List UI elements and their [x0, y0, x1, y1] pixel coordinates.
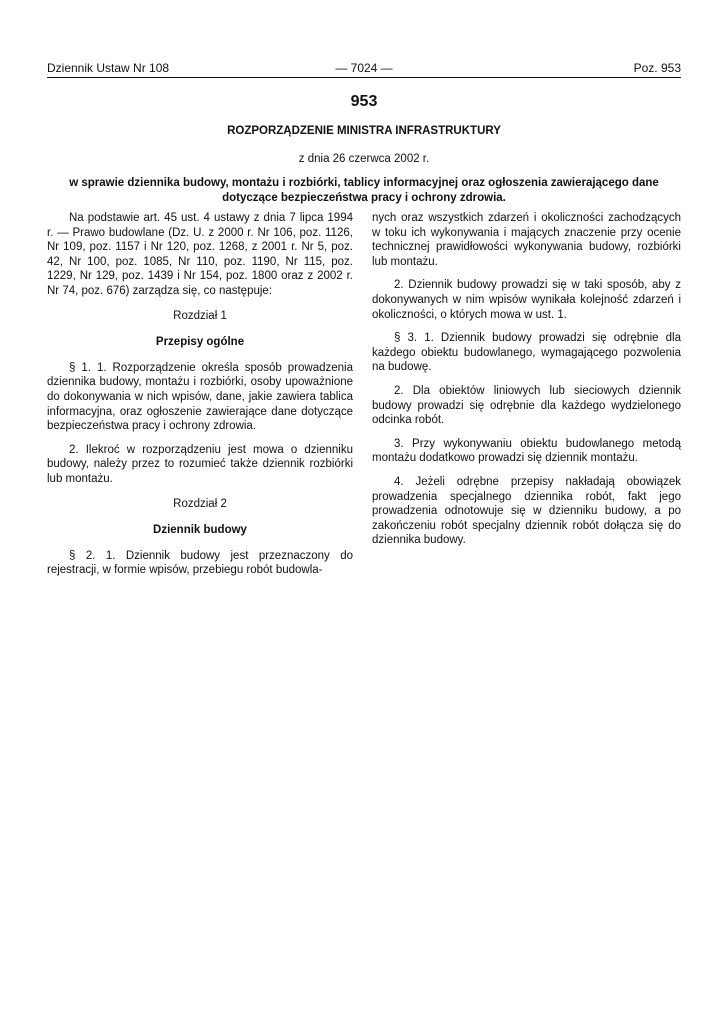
header-divider — [47, 77, 681, 78]
running-header — [47, 60, 681, 78]
page-number: — 7024 — — [335, 61, 393, 75]
paragraph-1-1: § 1. 1. Rozporządzenie określa sposób prowadzenia dziennika budowy, montażu i rozbiórki, osoby upoważnione do dokonywania w nich wpisów, dane, jakie zawiera tablica informacyjna, oraz ogłoszenie zawierające dane dotyczące bezpieczeństwa pracy i ochrony zdrowia. — [47, 361, 353, 433]
paragraph-1-2: 2. Ilekroć w rozporządzeniu jest mowa o dzienniku budowy, należy przez to rozumieć także dziennik rozbiórki lub montażu. — [47, 443, 353, 485]
chapter-2-label: Rozdział 2 — [173, 497, 227, 510]
document-subject: w sprawie dziennika budowy, montażu i rozbiórki, tablicy informacyjnej oraz ogłoszenia zawierającego dane dotyczące bezpieczeństwa pracy i ochrony zdrowia. — [69, 177, 659, 204]
paragraph-2-1-start: § 2. 1. Dziennik budowy jest przeznaczony do rejestracji, w formie wpisów, przebiegu robót budowla- — [47, 549, 353, 577]
preamble: Na podstawie art. 45 ust. 4 ustawy z dnia 7 lipca 1994 r. — Prawo budowlane (Dz. U. z 2000 r. Nr 106, poz. 1126, Nr 109, poz. 1157 i Nr 120, poz. 1268, z 2001 r. Nr 5, poz. 42, Nr 100, poz. 1085, Nr 110, poz. 1190, Nr 115, poz. 1229, Nr 129, poz. 1439 i Nr 154, poz. 1800 oraz z 2002 r. Nr 74, poz. 676) zarządza się, co następuje: — [47, 212, 353, 297]
left-column — [47, 211, 353, 587]
paragraph-3-1: § 3. 1. Dziennik budowy prowadzi się odrębnie dla każdego obiektu budowlanego, wymagającego pozwolenia na budowę. — [372, 332, 681, 374]
chapter-1-label: Rozdział 1 — [173, 309, 227, 322]
paragraph-2-1-end: nych oraz wszystkich zdarzeń i okoliczności zachodzących w toku ich wykonywania i mających znaczenie przy ocenie technicznej prawidłowości wykonywania budowy, rozbiórki lub montażu. — [372, 212, 681, 268]
paragraph-3-3: 3. Przy wykonywaniu obiektu budowlanego metodą montażu dodatkowo prowadzi się dziennik montażu. — [372, 437, 681, 465]
document-number: 953 — [350, 93, 378, 110]
paragraph-3-2: 2. Dla obiektów liniowych lub sieciowych dziennik budowy prowadzi się odrębnie dla każdego wydzielonego odcinka robót. — [372, 384, 681, 427]
paragraph-2-2: 2. Dziennik budowy prowadzi się w taki sposób, aby z dokonywanych w nim wpisów wynikała kolejność zdarzeń i okoliczności, o których mowa w ust. 1. — [372, 279, 681, 321]
journal-name: Dziennik Ustaw Nr 108 — [47, 61, 170, 75]
position-number: Poz. 953 — [633, 61, 681, 75]
chapter-1-title: Przepisy ogólne — [155, 336, 245, 349]
right-column — [372, 211, 681, 557]
document-date: z dnia 26 czerwca 2002 r. — [298, 153, 430, 165]
chapter-2-title: Dziennik budowy — [153, 524, 247, 537]
paragraph-3-4: 4. Jeżeli odrębne przepisy nakładają obowiązek prowadzenia specjalnego dziennika robót, fakt jego prowadzenia odnotowuje się w dzienniku budowy, a po zakończeniu robót specjalny dziennik robót dołącza się do dziennika budowy. — [372, 475, 681, 547]
document-page — [47, 0, 681, 1024]
document-title: ROZPORZĄDZENIE MINISTRA INFRASTRUKTURY — [227, 125, 501, 137]
